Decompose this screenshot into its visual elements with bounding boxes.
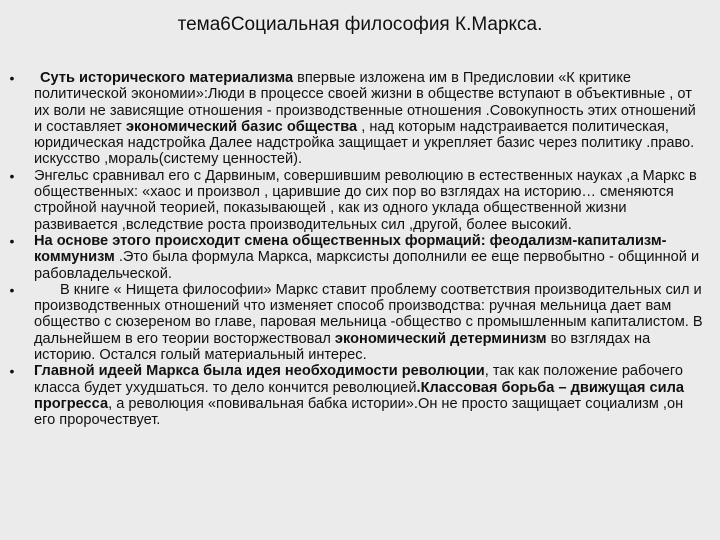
bold-phrase: Главной идеей Маркса была идея необходимости революции [34,363,485,380]
item-text: , так как положение рабочего класса будет ухудшаться. то дело кончится революцией [34,363,684,396]
list-item [6,70,706,168]
item-text: , а революция «повивальная бабка истории».Он не просто защищает социализм ,он его пророчествует. [34,395,684,429]
item-text: .Это была формула Маркса, марксисты дополнили ее еще первобытно - общинной и рабовладельческой. [34,249,700,282]
bullet-icon: • [9,232,15,249]
list-item [6,282,706,363]
bullet-list [6,70,706,429]
bold-phrase: экономический базис общества [125,118,358,135]
item-text: впервые изложена им в Предисловии «К критике политической экономии»:Люди в процессе своей жизни в обществе вступают в объективные , от их воли не зависящие отношения - производственные отношения .Совокупность этих отношений и составляет [34,70,696,135]
bold-phrase: На основе этого происходит смена общественных формаций: феодализм-капитализм- коммунизм [34,232,667,266]
item-text: Энгельс сравнивал его с Дарвиным, совершившим революцию в естественных науках ,а Маркс в общественных: «хаос и произвол , царившие до сих пор во взглядах на историю… сменяются стройной научной теорией, показывающей , как из одного уклада общественной жизни развивается ,вследствие роста производительных сил ,другой, более высокий. [34,167,697,233]
slide-title: тема6Социальная философия К.Маркса. [177,14,543,35]
bullet-icon: • [9,70,15,86]
item-text: В книге « Нищета философии» Маркс ставит проблему соответствия производительных сил и производственных отношений что изменяет способ производства: ручная мельница дает вам общество с сюзереном во главе, паровая мельница -общество с промышленным капиталистом. В дальнейшем в его теории восторжествовал [34,281,703,347]
bold-phrase: экономический детерминизм [334,330,547,347]
bullet-icon: • [9,363,15,380]
list-item [6,363,706,428]
item-text: , над которым надстраивается политическая, юридическая надстройка Далее надстройка защищает и укрепляет базис через политику .право. искусство ,мораль(систему ценностей). [34,118,695,168]
bold-phrase: Суть исторического материализма [40,70,294,86]
list-item [6,168,706,233]
item-text: во взглядах на историю. Остался голый материальный интерес. [34,330,651,364]
list-item [6,233,706,282]
bold-phrase: .Классовая борьба – движущая сила прогресса [34,379,684,412]
bullet-icon: • [9,167,15,184]
bullet-icon: • [9,281,15,298]
